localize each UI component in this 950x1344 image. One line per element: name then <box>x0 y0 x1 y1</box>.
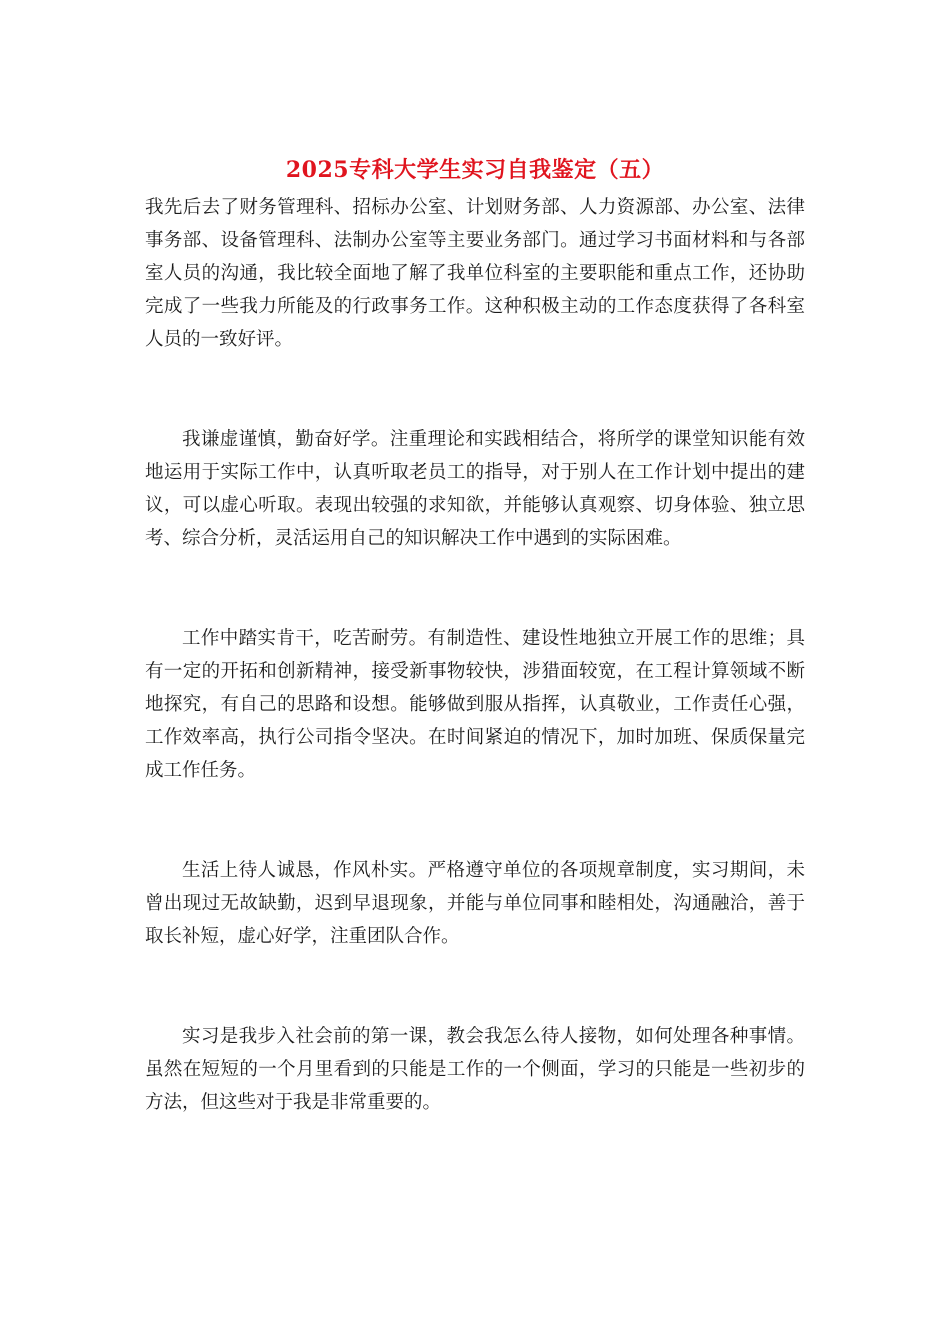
paragraph-spacer <box>145 787 805 854</box>
paragraph-spacer <box>145 356 805 423</box>
document-title: 2025专科大学生实习自我鉴定（五） <box>285 157 665 183</box>
paragraph-spacer <box>145 555 805 622</box>
paragraph-3: 工作中踏实肯干，吃苦耐劳。有制造性、建设性地独立开展工作的思维；具有一定的开拓和创新精神，接受新事物较快，涉猎面较宽，在工程计算领域不断地探究，有自己的思路和设想。能够做到服从指挥，认真敬业，工作责任心强，工作效率高，执行公司指令坚决。在时间紧迫的情况下，加时加班、保质保量完成工作任务。 <box>145 628 805 781</box>
paragraph-spacer <box>145 953 805 1020</box>
paragraph-4: 生活上待人诚恳，作风朴实。严格遵守单位的各项规章制度，实习期间，未曾出现过无故缺勤，迟到早退现象，并能与单位同事和睦相处，沟通融洽，善于取长补短，虚心好学，注重团队合作。 <box>145 860 805 947</box>
paragraph-1: 我先后去了财务管理科、招标办公室、计划财务部、人力资源部、办公室、法律事务部、设备管理科、法制办公室等主要业务部门。通过学习书面材料和与各部室人员的沟通，我比较全面地了解了我单位科室的主要职能和重点工作，还协助完成了一些我力所能及的行政事务工作。这种积极主动的工作态度获得了各科室人员的一致好评。 <box>145 197 805 350</box>
paragraph-5: 实习是我步入社会前的第一课，教会我怎么待人接物，如何处理各种事情。虽然在短短的一个月里看到的只能是工作的一个侧面，学习的只能是一些初步的方法，但这些对于我是非常重要的。 <box>145 1026 805 1113</box>
paragraph-2: 我谦虚谨慎，勤奋好学。注重理论和实践相结合，将所学的课堂知识能有效地运用于实际工作中，认真听取老员工的指导，对于别人在工作计划中提出的建议，可以虚心听取。表现出较强的求知欲，并能够认真观察、切身体验、独立思考、综合分析，灵活运用自己的知识解决工作中遇到的实际困难。 <box>145 429 805 549</box>
